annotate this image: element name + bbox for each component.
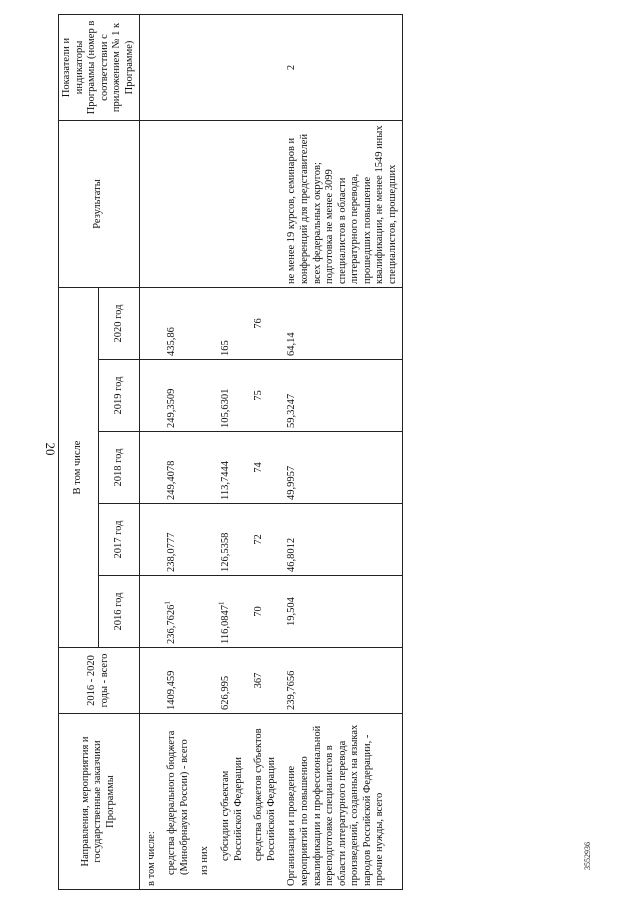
header-in-that-number: В том числе (59, 288, 99, 648)
cell-2016: 116,0847$^1$ (214, 576, 247, 648)
cell-2019: 105,6301 (214, 360, 247, 432)
cell-2020: 76 (247, 288, 280, 360)
cell-2017: 46,8012 (280, 504, 402, 576)
header-year: 2018 год (99, 432, 139, 504)
header-indicators: Показатели и индикаторы Программы (номер в соответствии с приложением № 1 к Программе) (59, 15, 140, 121)
row-regional (247, 15, 280, 890)
cell-2018: 74 (247, 432, 280, 504)
row-of-them (193, 15, 214, 890)
cell-2017: 72 (247, 504, 280, 576)
cell-2018: 49,9957 (280, 432, 402, 504)
cell-total: 367 (247, 648, 280, 714)
header-year: 2017 год (99, 504, 139, 576)
header-year: 2020 год (99, 288, 139, 360)
header-year: 2019 год (99, 360, 139, 432)
cell-total: 1409,459 (160, 648, 193, 714)
cell-2019: 75 (247, 360, 280, 432)
row-federal-label: средства федерального бюджета (Минобрнауки России) - всего (160, 714, 193, 890)
cell-2020: 64,14 (280, 288, 402, 360)
rotated-page-content (58, 15, 583, 890)
row-organization-label: Организация и проведение мероприятий по повышению квалификации и профессиональной переподготовке специалистов в области литературного перевода произведений, созданных на языках народов Российской Федерации, - прочие нужды, всего (280, 714, 402, 890)
row-intro (139, 15, 160, 890)
row-organization (280, 15, 402, 890)
cell-2018: 113,7444 (214, 432, 247, 504)
cell-2017: 238,0777 (160, 504, 193, 576)
header-year: 2016 год (99, 576, 139, 648)
cell-2016: 236,7626$^1$ (160, 576, 193, 648)
document-code: 3552936 (583, 842, 592, 870)
cell-2019: 249,3509 (160, 360, 193, 432)
header-row-1 (59, 15, 99, 890)
cell-2018: 249,4078 (160, 432, 193, 504)
cell-2020: 435,86 (160, 288, 193, 360)
cell-2016: 19,504 (280, 576, 402, 648)
row-federal (160, 15, 193, 890)
header-results: Результаты (59, 121, 140, 288)
cell-indicator: 2 (280, 15, 402, 121)
row-intro-label: в том числе: (139, 714, 160, 890)
cell-2016: 70 (247, 576, 280, 648)
cell-total: 626,995 (214, 648, 247, 714)
cell-total: 239,7656 (280, 648, 402, 714)
header-directions: Направления, мероприятия и государственные заказчики Программы (59, 714, 140, 890)
cell-2017: 126,5358 (214, 504, 247, 576)
row-subsidies-label: субсидии субъектам Российской Федерации (214, 714, 247, 890)
row-subsidies (214, 15, 247, 890)
cell-results: не менее 19 курсов, семинаров и конференций для представителей всех федеральных округов; подготовка не менее 3099 специалистов в области литературного перевода, прошедших повышение квалификации, не менее 1549 иных специалистов, прошедших (280, 121, 402, 288)
cell-2019: 59,3247 (280, 360, 402, 432)
header-total: 2016 - 2020 годы - всего (59, 648, 140, 714)
cell-2020: 165 (214, 288, 247, 360)
program-table (58, 14, 403, 890)
row-of-them-label: из них (193, 714, 214, 890)
row-regional-label: средства бюджетов субъектов Российской Федерации (247, 714, 280, 890)
page-number: 20 (43, 442, 58, 456)
